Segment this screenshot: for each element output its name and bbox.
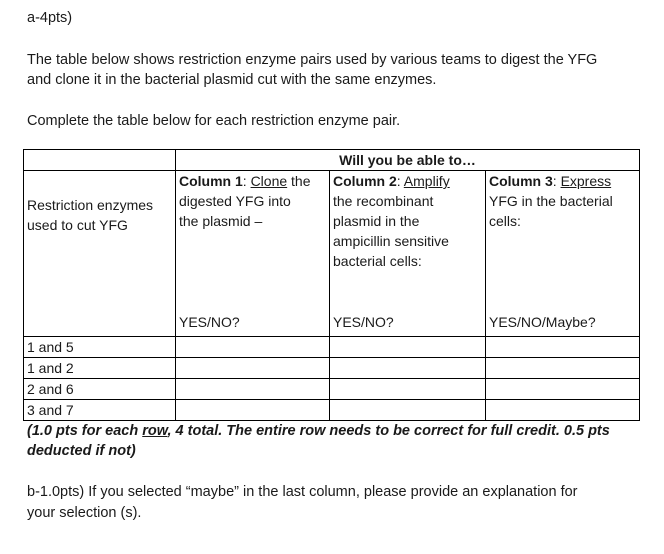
column-2-line-3: plasmid in the bbox=[333, 213, 420, 229]
answer-cell-amplify[interactable] bbox=[330, 337, 486, 358]
column-2-answer-prompt: YES/NO? bbox=[333, 314, 394, 330]
grading-note-row-word: row bbox=[142, 423, 168, 439]
enzyme-pair-cell: 1 and 5 bbox=[24, 337, 176, 358]
super-header-text: Will you be able to… bbox=[339, 152, 476, 168]
row-header-line-1: Restriction enzymes bbox=[27, 197, 154, 213]
empty-corner-cell bbox=[24, 150, 176, 171]
column-3-answer-prompt: YES/NO/Maybe? bbox=[489, 314, 596, 330]
column-2-line-4: ampicillin sensitive bbox=[333, 233, 449, 249]
answer-cell-express[interactable] bbox=[486, 400, 640, 421]
grading-note-line-1: (1.0 pts for each row, 4 total. The entire row needs to be correct for full credit. 0.5 pts bbox=[27, 423, 610, 439]
column-3-title: Column 3: Express bbox=[489, 173, 612, 189]
answer-cell-clone[interactable] bbox=[176, 379, 330, 400]
question-b-line-1: b-1.0pts) If you selected “maybe” in the last column, please provide an explanation for bbox=[27, 484, 578, 500]
answer-cell-express[interactable] bbox=[486, 379, 640, 400]
instruction-text: Complete the table below for each restriction enzyme pair. bbox=[27, 113, 401, 129]
enzyme-pair-cell: 3 and 7 bbox=[24, 400, 176, 421]
answer-cell-clone[interactable] bbox=[176, 400, 330, 421]
column-1-answer-prompt: YES/NO? bbox=[179, 314, 240, 330]
enzyme-pair-cell: 1 and 2 bbox=[24, 358, 176, 379]
column-2-line-5: bacterial cells: bbox=[333, 253, 422, 269]
answer-cell-amplify[interactable] bbox=[330, 358, 486, 379]
answer-cell-express[interactable] bbox=[486, 337, 640, 358]
column-1-title: Column 1: Clone the bbox=[179, 173, 311, 189]
intro-text-line-2: and clone it in the bacterial plasmid cut with the same enzymes. bbox=[27, 72, 437, 88]
answer-cell-amplify[interactable] bbox=[330, 379, 486, 400]
enzyme-table bbox=[23, 149, 640, 421]
enzyme-pair-cell: 2 and 6 bbox=[24, 379, 176, 400]
column-3-header bbox=[486, 171, 640, 337]
answer-cell-clone[interactable] bbox=[176, 358, 330, 379]
table-super-header-row bbox=[24, 150, 640, 171]
column-1-line-3: the plasmid – bbox=[179, 213, 263, 229]
column-2-header bbox=[330, 171, 486, 337]
answer-cell-express[interactable] bbox=[486, 358, 640, 379]
column-1-line-2: digested YFG into bbox=[179, 193, 291, 209]
table-row bbox=[24, 400, 640, 421]
intro-text-line-1: The table below shows restriction enzyme pairs used by various teams to digest the YFG bbox=[27, 52, 598, 68]
column-3-line-3: cells: bbox=[489, 213, 521, 229]
column-2-title: Column 2: Amplify bbox=[333, 173, 450, 189]
super-header-cell bbox=[176, 150, 640, 171]
section-heading: a-4pts) bbox=[27, 10, 73, 26]
table-row bbox=[24, 337, 640, 358]
column-1-header bbox=[176, 171, 330, 337]
table-header-row bbox=[24, 171, 640, 337]
answer-cell-amplify[interactable] bbox=[330, 400, 486, 421]
grading-note-line-2: deducted if not) bbox=[27, 443, 136, 459]
table-row bbox=[24, 379, 640, 400]
table-row bbox=[24, 358, 640, 379]
answer-cell-clone[interactable] bbox=[176, 337, 330, 358]
row-header-cell bbox=[24, 171, 176, 337]
question-b-line-2: your selection (s). bbox=[27, 505, 142, 521]
column-3-line-2: YFG in the bacterial bbox=[489, 193, 613, 209]
row-header-line-2: used to cut YFG bbox=[27, 217, 128, 233]
column-2-line-2: the recombinant bbox=[333, 193, 434, 209]
